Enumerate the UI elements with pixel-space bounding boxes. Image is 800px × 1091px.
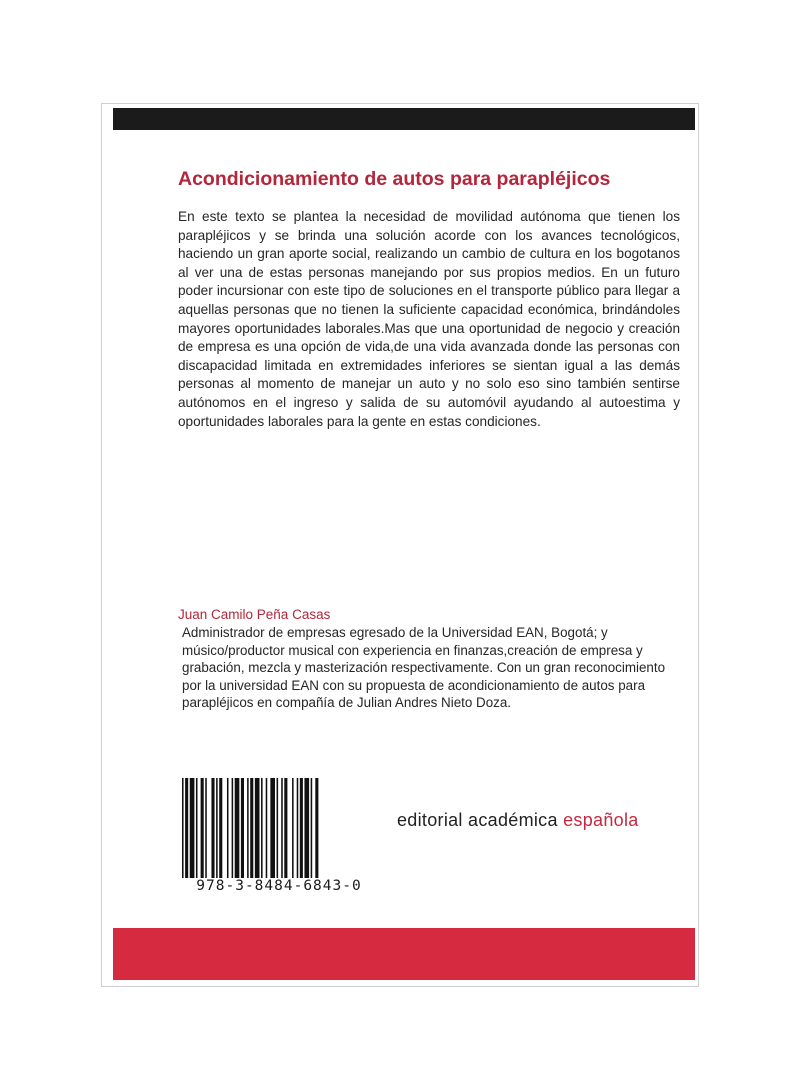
barcode-stripe	[235, 778, 240, 878]
barcode-stripe	[232, 778, 234, 878]
book-title: Acondicionamiento de autos para parapléjicos	[178, 168, 611, 190]
barcode-stripe	[255, 778, 260, 878]
barcode-stripe	[190, 778, 195, 878]
publisher-name: editorial académica	[397, 810, 564, 830]
barcode-stripe	[205, 778, 207, 878]
barcode-stripe	[297, 778, 299, 878]
barcode-stripe	[292, 778, 294, 878]
barcode-stripe	[227, 778, 229, 878]
barcode-stripe	[281, 778, 283, 878]
barcode-stripe	[311, 778, 313, 878]
barcode-stripe	[196, 778, 198, 878]
book-description: En este texto se plantea la necesidad de movilidad autónoma que tienen los parapléjicos y se brinda una solución acorde con los avances tecnológicos, haciendo un gran aporte social, realizando un cambio de cultura en los bogotanos al ver una de estas personas manejando por sus propios medios. En un futuro poder incursionar con este tipo de soluciones en el transporte público para llegar a aquellas personas que no tienen la suficiente capacidad económica, brindándoles mayores oportunidades laborales.Mas que una oportunidad de negocio y creación de empresa es una opción de vida,de una vida avanzada donde las personas con discapacidad limitada en extremidades inferiores se sientan igual a las demás personas al momento de manejar un auto y no solo eso sino también sentirse autónomos en el ingreso y salida de su automóvil ayudando al autoestima y oportunidades laborales para la gente en estas condiciones.	[178, 209, 680, 429]
top-band	[113, 108, 695, 130]
barcode-stripe	[300, 778, 303, 878]
barcode-icon	[181, 778, 373, 878]
publisher-logo	[397, 810, 639, 831]
barcode-stripe	[270, 778, 275, 878]
barcode-stripe	[304, 778, 309, 878]
isbn-number: 978-3-8484-6843-0	[196, 878, 362, 894]
barcode-stripe	[211, 778, 214, 878]
book-back-cover	[101, 103, 699, 987]
barcode-stripe	[250, 778, 253, 878]
barcode-stripe	[216, 778, 218, 878]
barcode-stripe	[277, 778, 279, 878]
barcode-stripe	[241, 778, 244, 878]
author-name: Juan Camilo Peña Casas	[178, 607, 331, 622]
barcode-stripe	[182, 778, 184, 878]
barcode-stripe	[266, 778, 268, 878]
author-bio: Administrador de empresas egresado de la Universidad EAN, Bogotá; y músico/productor musical con experiencia en finanzas,creación de empresa y grabación, mezcla y masterización respectivamente. Con un gran reconocimiento por la universidad EAN con su propuesta de acondicionamiento de autos para parapléjicos en compañía de Julian Andres Nieto Doza.	[182, 625, 666, 711]
barcode-stripe	[247, 778, 249, 878]
barcode-stripe	[284, 778, 287, 878]
barcode-stripe	[201, 778, 204, 878]
barcode-stripe	[219, 778, 222, 878]
barcode-stripe	[185, 778, 188, 878]
barcode-stripe	[261, 778, 263, 878]
barcode	[181, 778, 373, 898]
barcode-stripe	[315, 778, 318, 878]
bottom-band	[113, 928, 695, 980]
publisher-name-accent: española	[563, 810, 639, 830]
